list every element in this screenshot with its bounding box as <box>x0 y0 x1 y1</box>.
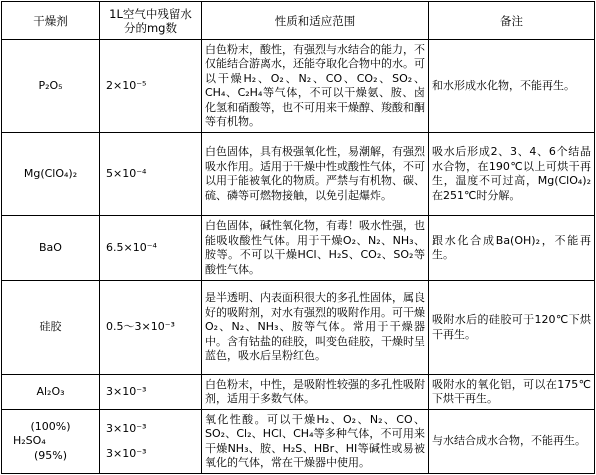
table-row <box>2 410 595 474</box>
concentration-100: (100%) <box>30 419 71 433</box>
properties-cell: 白色固体，具有极强氧化性，易潮解，有强烈吸水作用。适用于干燥中性或酸性气体，不可以用于能被氧化的物质。严禁与有机物、碳、硫、磷等可燃物接触，以免引起爆炸。 <box>202 133 429 216</box>
table-row <box>2 40 595 133</box>
desiccant-cell: P₂O₅ <box>2 40 100 133</box>
desiccant-cell: Al₂O₃ <box>2 375 100 410</box>
residual-cell <box>100 410 202 474</box>
residual-95: 3×10⁻³ <box>106 446 147 460</box>
residual-cell: 6.5×10⁻⁴ <box>100 216 202 281</box>
table-row <box>2 281 595 375</box>
remarks-cell: 吸水后形成2、3、4、6个结晶水合物，在190℃以上可烘干再生，温度不可过高，Mg(ClO₄)₂在251℃时分解。 <box>429 133 595 216</box>
remarks-cell: 和水形成水化物，不能再生。 <box>429 40 595 133</box>
sulfuric-acid-formula: H₂SO₄ <box>13 434 46 448</box>
remarks-cell: 跟水化合成Ba(OH)₂，不能再生。 <box>429 216 595 281</box>
properties-cell: 白色粉末，酸性，有强烈与水结合的能力，不仅能结合游离水，还能夺取化合物中的水。可以干燥H₂、O₂、N₂、CO、CO₂、SO₂、CH₄、C₂H₄等气体，不可以干燥氨、胺、卤化氢和硝酸等，也不可用来干燥醇、羧酸和酮等有机物。 <box>202 40 429 133</box>
table-row <box>2 133 595 216</box>
header-desiccant: 干燥剂 <box>2 2 100 40</box>
concentration-95: (95%) <box>33 448 68 462</box>
header-remarks: 备注 <box>429 2 595 40</box>
remarks-cell: 吸附水的氧化铝，可以在175℃下烘干再生。 <box>429 375 595 410</box>
desiccant-cell: Mg(ClO₄)₂ <box>2 133 100 216</box>
properties-cell: 白色固体，碱性氧化物，有毒！吸水性强，也能吸收酸性气体。用于干燥O₂、N₂、NH₃、胺等。不可以干燥HCl、H₂S、CO₂、SO₂等酸性气体。 <box>202 216 429 281</box>
residual-cell: 2×10⁻⁵ <box>100 40 202 133</box>
remarks-cell: 与水结合成水合物，不能再生。 <box>429 410 595 474</box>
header-row <box>2 2 595 40</box>
residual-cell: 3×10⁻³ <box>100 375 202 410</box>
table-row <box>2 375 595 410</box>
residual-cell: 0.5～3×10⁻³ <box>100 281 202 375</box>
properties-cell: 白色粉末，中性，是吸附性较强的多孔性吸附剂，适用于多数气体。 <box>202 375 429 410</box>
residual-cell: 5×10⁻⁴ <box>100 133 202 216</box>
header-properties: 性质和适应范围 <box>202 2 429 40</box>
desiccant-table <box>1 1 595 474</box>
table-row <box>2 216 595 281</box>
desiccant-cell: 硅胶 <box>2 281 100 375</box>
properties-cell: 是半透明、内表面积很大的多孔性固体，属良好的吸附剂，对水有强烈的吸附作用。可干燥O₂、N₂、NH₃、胺等气体。常用于干燥器中。含有钴盐的硅胶，叫变色硅胶，干燥时呈蓝色，吸水后呈粉红色。 <box>202 281 429 375</box>
desiccant-cell <box>2 410 100 474</box>
desiccant-table-container <box>1 1 595 474</box>
desiccant-cell: BaO <box>2 216 100 281</box>
header-residual-water: 1L空气中残留水分的mg数 <box>100 2 202 40</box>
properties-cell: 氧化性酸。可以干燥H₂、O₂、N₂、CO、SO₂、Cl₂、HCl、CH₄等多种气体，不可用来干燥NH₃、胺、H₂S、HBr、HI等碱性或易被氧化的气体，常在干燥器中使用。 <box>202 410 429 474</box>
residual-100: 3×10⁻³ <box>106 422 147 435</box>
remarks-cell: 吸附水后的硅胶可于120℃下烘干再生。 <box>429 281 595 375</box>
